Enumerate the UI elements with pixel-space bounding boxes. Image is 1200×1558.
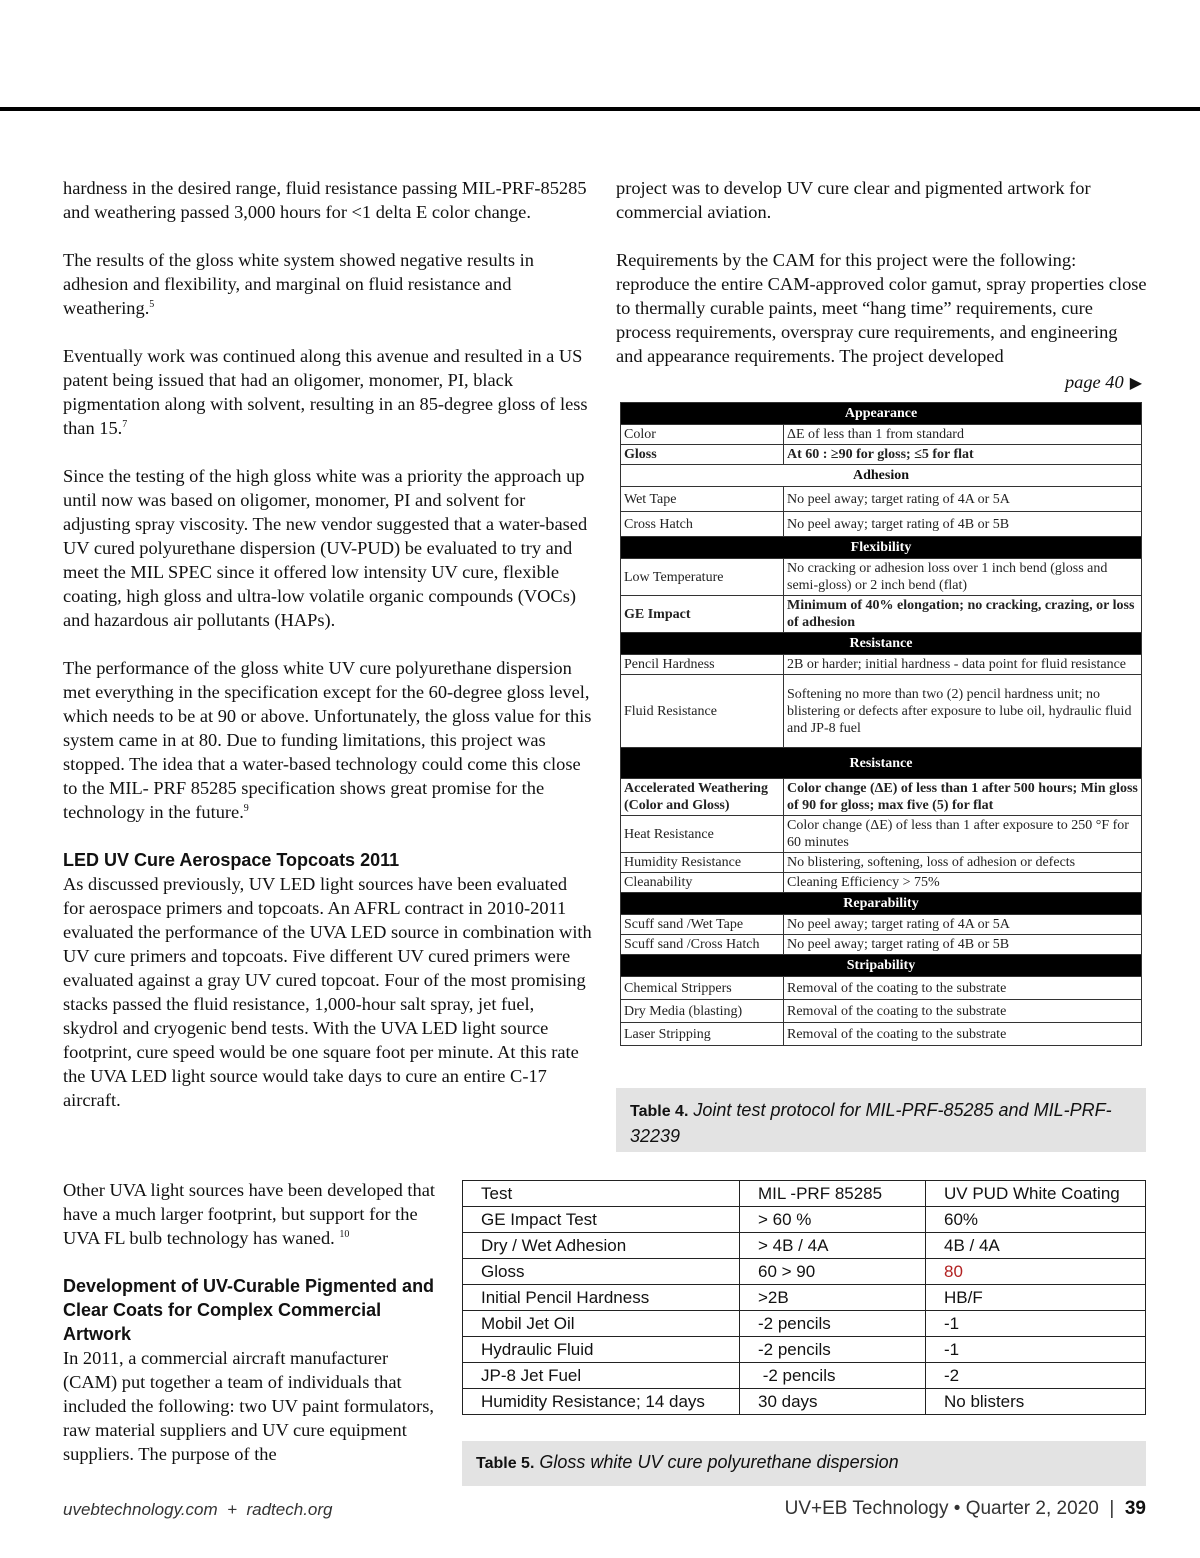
table-row (463, 1233, 1146, 1259)
cell: Removal of the coating to the substrate (784, 1000, 1142, 1023)
footer-publication: UV+EB Technology • Quarter 2, 2020 | 39 (784, 1498, 1146, 1519)
cell: UV PUD White Coating (926, 1181, 1146, 1207)
table-row (463, 1181, 1146, 1207)
section-row (621, 748, 1142, 779)
cell: HB/F (926, 1285, 1146, 1311)
cell: GE Impact Test (463, 1207, 740, 1233)
table-row (621, 487, 1142, 512)
cell: Accelerated Weathering (Color and Gloss) (621, 779, 784, 816)
table-4 (620, 402, 1142, 1046)
cell: No cracking or adhesion loss over 1 inch bend (gloss and semi-gloss) or 2 inch bend (flat) (784, 559, 1142, 596)
cell: Minimum of 40% elongation; no cracking, crazing, or loss of adhesion (784, 596, 1142, 633)
table-5-caption: Table 5. Gloss white UV cure polyurethane dispersion (462, 1441, 1146, 1486)
table-row (463, 1389, 1146, 1415)
table-row (621, 596, 1142, 633)
cell: > 4B / 4A (740, 1233, 926, 1259)
cell: 4B / 4A (926, 1233, 1146, 1259)
cell: -2 (926, 1363, 1146, 1389)
cell: -1 (926, 1337, 1146, 1363)
cell: JP-8 Jet Fuel (463, 1363, 740, 1389)
table-row (621, 779, 1142, 816)
continued-link[interactable]: page 40 ▶ (1064, 372, 1142, 392)
table-row (621, 675, 1142, 748)
cell: Gloss (463, 1259, 740, 1285)
cell: Color change (ΔE) of less than 1 after exposure to 250 °F for 60 minutes (784, 816, 1142, 853)
cell: Low Temperature (621, 559, 784, 596)
section-adhesion: Adhesion (621, 465, 1142, 487)
section-appearance: Appearance (621, 403, 1142, 425)
cell: Fluid Resistance (621, 675, 784, 748)
section-row (621, 955, 1142, 977)
cell: Pencil Hardness (621, 655, 784, 675)
play-arrow-icon: ▶ (1129, 375, 1142, 392)
left-column (63, 176, 593, 1112)
table-row (463, 1311, 1146, 1337)
section-heading: Development of UV-Curable Pigmented and Clear Coats for Complex Commercial Artwork (63, 1276, 435, 1344)
table-row (621, 915, 1142, 935)
table-row (463, 1363, 1146, 1389)
cell: 2B or harder; initial hardness - data point for fluid resistance (784, 655, 1142, 675)
paragraph: In 2011, a commercial aircraft manufacturer (CAM) put together a team of individuals that included the following: two UV paint formulators, raw material suppliers and UV cure equipment suppliers. The purpose of the (63, 1348, 434, 1464)
cell: Wet Tape (621, 487, 784, 512)
table-row (621, 425, 1142, 445)
cell: Humidity Resistance; 14 days (463, 1389, 740, 1415)
table-row (621, 512, 1142, 537)
footnote-ref[interactable]: 5 (149, 298, 155, 310)
cell: 30 days (740, 1389, 926, 1415)
section-row (621, 465, 1142, 487)
table-row (621, 1000, 1142, 1023)
table-row (463, 1337, 1146, 1363)
cell: Gloss (621, 445, 784, 465)
paragraph: As discussed previously, UV LED light sources have been evaluated for aerospace primers and topcoats. An AFRL contract in 2010-2011 evaluated the performance of the UVA LED source in combination with UV cure primers and topcoats. Five different UV cured primers were evaluated against a gray UV cured topcoat. Four of the most promising stacks passed the fluid resistance, 1,000-hour salt spray, jet fuel, skydrol and cryogenic bend tests. With the UVA LED light source footprint, cure speed would be one square foot per minute. At this rate the UVA LED light source would take days to cure an entire C-17 aircraft. (63, 874, 592, 1110)
section-flexibility: Flexibility (621, 537, 1142, 559)
cell: >2B (740, 1285, 926, 1311)
table-row (621, 853, 1142, 873)
cell: Softening no more than two (2) pencil hardness unit; no blistering or defects after exposure to lube oil, hydraulic fluid and JP-8 fuel (784, 675, 1142, 748)
cell: Laser Stripping (621, 1023, 784, 1046)
section-row (621, 537, 1142, 559)
table-row (621, 445, 1142, 465)
cell: Hydraulic Fluid (463, 1337, 740, 1363)
cell: Initial Pencil Hardness (463, 1285, 740, 1311)
paragraph: project was to develop UV cure clear and pigmented artwork for commercial aviation. (616, 178, 1091, 222)
cell: No blisters (926, 1389, 1146, 1415)
cell: Color change (ΔE) of less than 1 after 500 hours; Min gloss of 90 for gloss; max five (5) for flat (784, 779, 1142, 816)
cell: Removal of the coating to the substrate (784, 977, 1142, 1000)
cell: Test (463, 1181, 740, 1207)
section-row (621, 633, 1142, 655)
table-row (621, 977, 1142, 1000)
right-column (616, 176, 1148, 392)
cell: Humidity Resistance (621, 853, 784, 873)
cell: No peel away; target rating of 4B or 5B (784, 512, 1142, 537)
cell: Removal of the coating to the substrate (784, 1023, 1142, 1046)
cell: Cross Hatch (621, 512, 784, 537)
cell: Chemical Strippers (621, 977, 784, 1000)
section-resistance: Resistance (621, 633, 1142, 655)
cell: No peel away; target rating of 4A or 5A (784, 915, 1142, 935)
cell: Scuff sand /Cross Hatch (621, 935, 784, 955)
table-row (621, 873, 1142, 893)
footnote-ref[interactable]: 10 (339, 1228, 350, 1240)
table-row (621, 935, 1142, 955)
cell: No peel away; target rating of 4B or 5B (784, 935, 1142, 955)
table-5 (462, 1180, 1146, 1415)
cell: Dry Media (blasting) (621, 1000, 784, 1023)
table-row (463, 1259, 1146, 1285)
cell: ΔE of less than 1 from standard (784, 425, 1142, 445)
cell: Cleanability (621, 873, 784, 893)
section-stripability: Stripability (621, 955, 1142, 977)
paragraph: hardness in the desired range, fluid resistance passing MIL-PRF-85285 and weathering passed 3,000 hours for <1 delta E color change. (63, 178, 587, 222)
section-row (621, 893, 1142, 915)
paragraph: Other UVA light sources have been developed that have a much larger footprint, but support for the UVA FL bulb technology has waned. $^{10}$ (63, 1180, 435, 1248)
table-row (463, 1285, 1146, 1311)
cell: 60 > 90 (740, 1259, 926, 1285)
table-row (621, 816, 1142, 853)
section-heading: LED UV Cure Aerospace Topcoats 2011 (63, 850, 400, 870)
cell: -2 pencils (740, 1311, 926, 1337)
cell: -2 pencils (740, 1363, 926, 1389)
paragraph: Since the testing of the high gloss white was a priority the approach up until now was based on oligomer, monomer, PI and solvent for adjusting spray viscosity. The new vendor suggested that a water-based UV cured polyurethane dispersion (UV-PUD) be evaluated to try and meet the MIL SPEC since it offered low intensity UV cure, flexible coating, high gloss and ultra-low volatile organic compounds (VOCs) and hazardous air pollutants (HAPs). (63, 466, 588, 630)
section-row (621, 403, 1142, 425)
footnote-ref[interactable]: 9 (243, 802, 249, 814)
table-row (621, 655, 1142, 675)
paragraph: The performance of the gloss white UV cure polyurethane dispersion met everything in the specification except for the 60-degree gloss level, which needs to be at 90 or above. Unfortunately, the gloss value for this system came in at 80. Due to funding limitations, this project was stopped. The idea that a water-based technology could come this close to the MIL- PRF 85285 specification shows great promise for the technology in the future.$^9$ (63, 658, 592, 822)
cell: 60% (926, 1207, 1146, 1233)
table-row (463, 1207, 1146, 1233)
paragraph: Eventually work was continued along this avenue and resulted in a US patent being issued that had an oligomer, monomer, PI, black pigmentation along with solvent, resulting in an 85-degree gloss of less than 15.$^7$ (63, 346, 588, 438)
section-reparability: Reparability (621, 893, 1142, 915)
cell: Dry / Wet Adhesion (463, 1233, 740, 1259)
table-row (621, 1023, 1142, 1046)
cell: At 60 : ≥90 for gloss; ≤5 for flat (784, 445, 1142, 465)
cell-highlight: 80 (926, 1259, 1146, 1285)
cell: No peel away; target rating of 4A or 5A (784, 487, 1142, 512)
footer-websites[interactable]: uvebtechnology.com + radtech.org (63, 1500, 333, 1519)
cell: Color (621, 425, 784, 445)
cell: No blistering, softening, loss of adhesion or defects (784, 853, 1142, 873)
paragraph: Requirements by the CAM for this project were the following: reproduce the entire CAM-approved color gamut, spray properties close to thermally curable paints, meet “hang time” requirements, cure process requirements, overspray cure requirements, and engineering and appearance requirements. The project developed (616, 250, 1147, 366)
cell: GE Impact (621, 596, 784, 633)
cell: Mobil Jet Oil (463, 1311, 740, 1337)
footnote-ref[interactable]: 7 (122, 418, 128, 430)
paragraph: The results of the gloss white system showed negative results in adhesion and flexibility, and marginal on fluid resistance and weathering.$^5$ (63, 250, 534, 318)
table-4-caption: Table 4. Joint test protocol for MIL-PRF-85285 and MIL-PRF-32239 (616, 1088, 1146, 1152)
cell: -2 pencils (740, 1337, 926, 1363)
section-resistance: Resistance (621, 748, 1142, 779)
cell: -1 (926, 1311, 1146, 1337)
cell: > 60 % (740, 1207, 926, 1233)
cell: Cleaning Efficiency > 75% (784, 873, 1142, 893)
left-column-narrow (63, 1178, 438, 1466)
cell: Heat Resistance (621, 816, 784, 853)
page-number: 39 (1124, 1498, 1146, 1519)
header-rule (0, 107, 1200, 111)
table-row (621, 559, 1142, 596)
cell: Scuff sand /Wet Tape (621, 915, 784, 935)
cell: MIL -PRF 85285 (740, 1181, 926, 1207)
